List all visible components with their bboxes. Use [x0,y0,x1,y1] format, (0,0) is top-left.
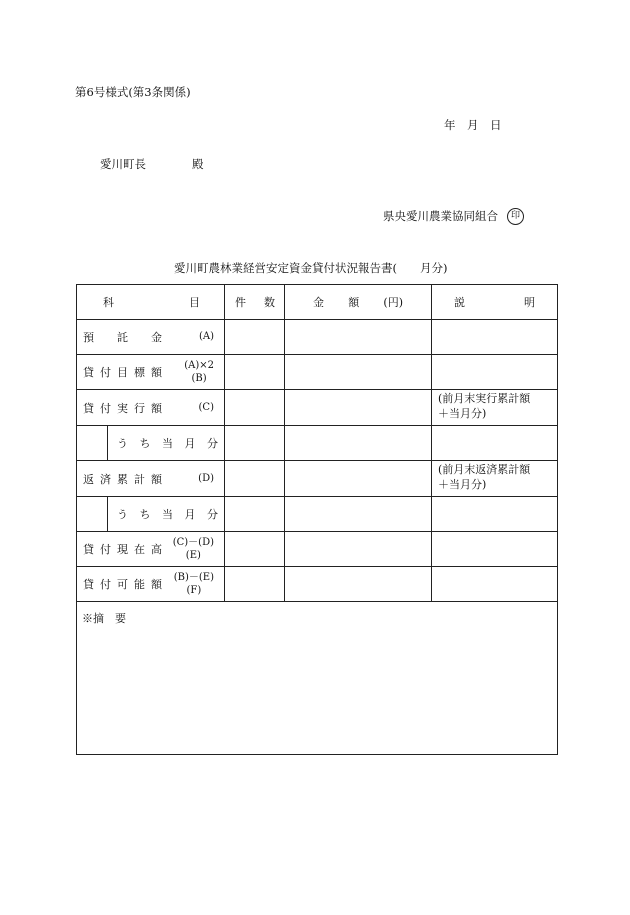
cell-amount[interactable] [285,567,432,602]
cell-note[interactable] [432,497,558,532]
row-label-outstanding: 貸付現在高 (C)－(D) (E) [77,532,225,567]
row-label-executed: 貸付実行額 (C) [77,390,225,426]
cell-count[interactable] [225,320,285,355]
header-row [77,285,558,320]
table-row [77,461,558,497]
date-line: 年 月 日 [444,118,502,132]
table-row [77,532,558,567]
header-kamoku: 科 目 [77,285,225,320]
recipient [100,159,204,171]
cell-amount[interactable] [285,532,432,567]
table-row [77,497,558,532]
row-label-target: 貸付目標額 (A)×2 (B) [77,355,225,390]
sender [383,208,524,225]
cell-amount[interactable] [285,461,432,497]
cell-count[interactable] [225,567,285,602]
row-label-deposit: 預 託 金 (A) [77,320,225,355]
recipient-name: 愛川町長 [100,157,146,171]
table-row [77,355,558,390]
table-row [77,390,558,426]
header-kingaku: 金 額 (円) [285,285,432,320]
header-setsumei: 説 明 [432,285,558,320]
cell-note[interactable] [432,355,558,390]
header-kensu: 件 数 [225,285,285,320]
cell-amount[interactable] [285,355,432,390]
form-number: 第6号様式(第3条関係) [75,85,191,99]
cell-note[interactable] [432,567,558,602]
table-row [77,320,558,355]
cell-amount[interactable] [285,497,432,532]
document-title: 愛川町農林業経営安定資金貸付状況報告書( 月分) [174,261,448,275]
report-table [76,284,558,755]
cell-note-executed: (前月末実行累計額 ＋当月分) [432,390,558,426]
cell-count[interactable] [225,532,285,567]
cell-amount[interactable] [285,426,432,461]
cell-count[interactable] [225,355,285,390]
row-label-repaid-this-month: う ち 当 月 分 [77,497,225,532]
cell-note[interactable] [432,426,558,461]
recipient-honorific: 殿 [192,157,204,171]
table-row [77,426,558,461]
cell-count[interactable] [225,390,285,426]
row-label-available: 貸付可能額 (B)－(E) (F) [77,567,225,602]
sender-name: 県央愛川農業協同組合 [383,208,498,223]
summary-area[interactable] [77,602,558,755]
row-label-repaid: 返済累計額 (D) [77,461,225,497]
summary-row [77,602,558,755]
cell-note-repaid: (前月末返済累計額 ＋当月分) [432,461,558,497]
cell-note[interactable] [432,320,558,355]
cell-amount[interactable] [285,390,432,426]
cell-count[interactable] [225,461,285,497]
cell-note[interactable] [432,532,558,567]
cell-count[interactable] [225,426,285,461]
table-row [77,567,558,602]
cell-amount[interactable] [285,320,432,355]
seal-icon: 印 [507,208,524,225]
row-label-executed-this-month: う ち 当 月 分 [77,426,225,461]
summary-label: ※摘 要 [82,612,126,625]
cell-count[interactable] [225,497,285,532]
